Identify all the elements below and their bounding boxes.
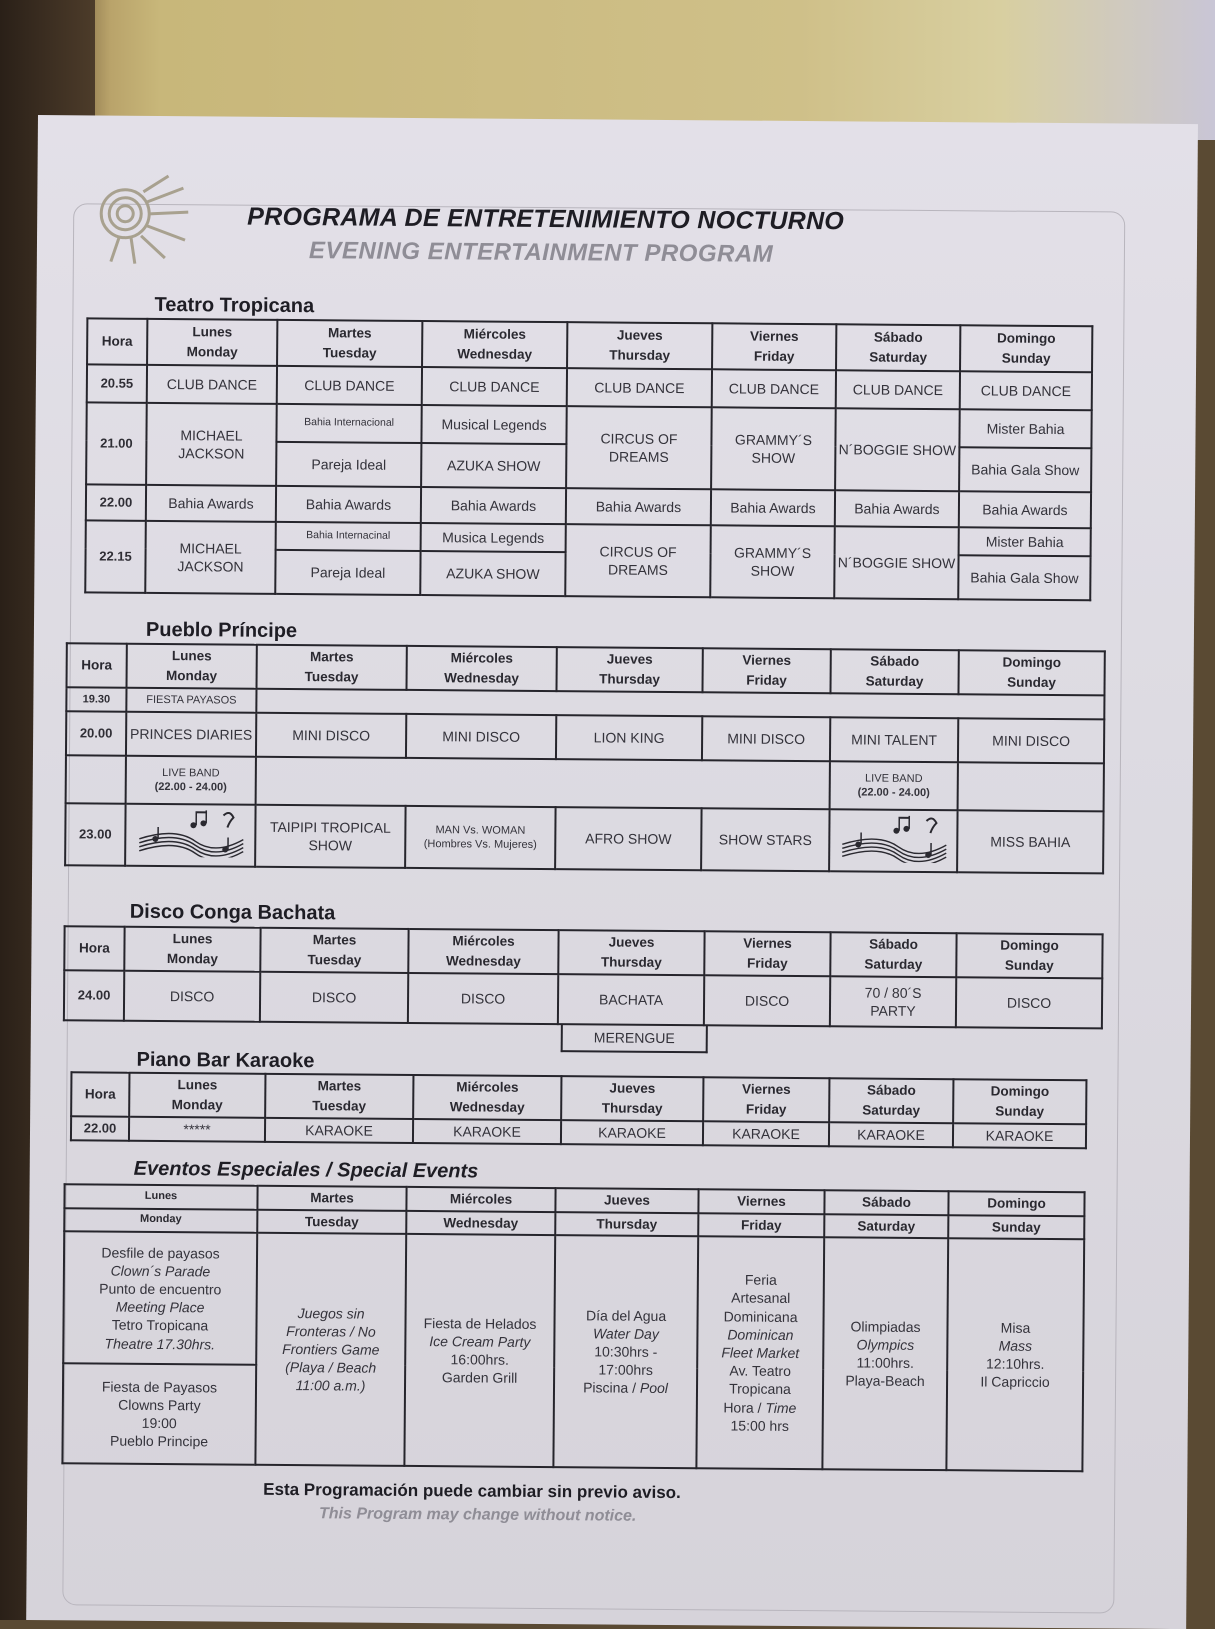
day-en: Friday: [746, 672, 787, 688]
teatro-table: [84, 317, 1093, 601]
event-line: Artesanal: [731, 1289, 791, 1307]
hora-header: Hora: [67, 643, 127, 687]
event-monday-party: [62, 1363, 256, 1465]
day-header-wednesday: [406, 646, 556, 691]
day-en: Wednesday: [449, 1099, 525, 1115]
event-line: Water Day: [592, 1325, 659, 1342]
event-line: Punto de encuentro: [99, 1280, 222, 1298]
hombres-label: (Hombres Vs. Mujeres): [423, 838, 537, 851]
event-line: Time: [765, 1399, 797, 1416]
event-line: Piscina /: [583, 1379, 637, 1397]
day-es: Sábado: [866, 1082, 916, 1099]
event-cell: MINI DISCO: [702, 716, 830, 761]
event-cell: DISCO: [704, 975, 830, 1026]
event-cell: Musical Legends: [421, 405, 566, 444]
day-header-thursday: [558, 930, 704, 975]
event-cell: DISCO: [408, 973, 558, 1024]
piano-table: [70, 1071, 1088, 1149]
day-header-sunday-en: Sunday: [948, 1215, 1084, 1240]
event-friday: [696, 1236, 824, 1469]
event-line: 19:00: [141, 1414, 177, 1432]
day-header-friday: [703, 1077, 829, 1122]
time-cell: 21.00: [86, 402, 147, 484]
event-cell: GRAMMY´S SHOW: [711, 407, 836, 490]
section-title-disco: Disco Conga Bachata: [129, 900, 336, 925]
title-spanish: PROGRAMA DE ENTRETENIMIENTO NOCTURNO: [247, 202, 845, 236]
day-es: Jueves: [608, 934, 655, 951]
event-cell: Bahia Awards: [146, 485, 276, 522]
day-header-monday: [127, 644, 257, 689]
day-header-tuesday: [260, 928, 408, 973]
section-title-teatro: Teatro Tropicana: [154, 293, 315, 318]
day-en: Tuesday: [304, 669, 359, 685]
hora-header: Hora: [64, 926, 124, 970]
day-es: Martes: [309, 649, 354, 665]
teatro-header-row: [87, 318, 1092, 372]
event-line: 10:30hrs -: [594, 1343, 658, 1360]
day-header-saturday: [836, 324, 960, 371]
event-cell: Bahia Awards: [959, 491, 1091, 528]
event-line: Pool: [639, 1380, 669, 1397]
event-line: Ice Cream Party: [429, 1333, 531, 1350]
day-en: Sunday: [995, 1103, 1045, 1119]
party-line-1: 70 / 80´S: [864, 984, 922, 1001]
day-es: Jueves: [606, 651, 653, 668]
time-cell: 22.00: [86, 484, 146, 520]
day-es: Sábado: [873, 330, 923, 346]
section-title-piano: Piano Bar Karaoke: [136, 1048, 315, 1073]
event-line: Misa: [1000, 1319, 1031, 1336]
day-es: Miércoles: [452, 933, 515, 950]
day-header-tuesday: Martes: [257, 1186, 406, 1211]
event-cell: KARAOKE: [561, 1120, 703, 1145]
event-line: Fiesta de Payasos: [101, 1378, 218, 1396]
day-header-wednesday: [422, 321, 567, 368]
event-cell: *****: [129, 1117, 265, 1142]
event-line: Feria: [744, 1271, 777, 1289]
event-cell: CLUB DANCE: [422, 367, 567, 406]
time-cell: 19.30: [66, 687, 126, 711]
day-header-thursday: [567, 322, 712, 369]
piano-header-row: [71, 1072, 1086, 1124]
day-header-sunday: [958, 650, 1104, 695]
event-line: Clown´s Parade: [110, 1262, 211, 1280]
event-cell: DISCO: [956, 977, 1102, 1028]
event-cell: Bahia Awards: [566, 488, 711, 525]
day-en: Tuesday: [322, 345, 377, 361]
event-cell: BACHATA: [558, 974, 704, 1025]
event-cell: PRINCES DIARIES: [126, 712, 256, 757]
time-cell: 20.00: [66, 711, 126, 755]
disco-table: [63, 925, 1104, 1029]
day-en: Saturday: [864, 956, 923, 972]
event-cell: CIRCUS OF DREAMS: [565, 524, 711, 597]
event-line: 11:00 a.m.): [295, 1377, 366, 1395]
event-cell: AZUKA SHOW: [420, 551, 565, 596]
day-header-monday: Lunes: [64, 1184, 257, 1209]
time-cell: 23.00: [65, 803, 125, 865]
event-cell: MINI DISCO: [256, 713, 406, 758]
events-row-a: [63, 1231, 1084, 1371]
notice-english: This Program may change without notice.: [318, 1505, 637, 1525]
day-header-friday: [712, 323, 836, 370]
program-sheet: [26, 115, 1198, 1629]
event-cell: MINI DISCO: [406, 714, 556, 759]
day-header-friday: [704, 931, 830, 976]
day-header-sunday: [956, 933, 1102, 978]
day-es: Miércoles: [450, 650, 513, 667]
event-line: (Playa / Beach: [285, 1359, 377, 1376]
empty-cell: [256, 757, 830, 810]
event-line: Fiesta de Helados: [423, 1314, 537, 1332]
merengue-cell: MERENGUE: [561, 1024, 708, 1053]
music-notes-cell: [125, 804, 255, 867]
day-header-tuesday: [257, 645, 407, 690]
day-header-wednesday-en: Wednesday: [406, 1210, 555, 1235]
event-cell: Pareja Ideal: [275, 550, 420, 595]
event-line: Fronteras / No: [286, 1322, 376, 1340]
event-line: Pueblo Principe: [109, 1432, 209, 1450]
party-line-2: PARTY: [870, 1002, 916, 1019]
event-cell: MICHAEL JACKSON: [145, 521, 276, 594]
day-es: Sábado: [869, 936, 918, 953]
event-cell: Bahia Awards: [421, 487, 566, 524]
event-cell: [830, 761, 958, 810]
day-en: Friday: [745, 1101, 787, 1117]
day-header-thursday: [556, 647, 702, 692]
time-cell: 24.00: [64, 970, 124, 1020]
event-line: Meeting Place: [115, 1298, 205, 1316]
event-line: Theatre 17.30hrs.: [104, 1335, 216, 1352]
day-en: Tuesday: [307, 952, 362, 968]
day-header-monday: [147, 319, 277, 366]
event-cell: KARAOKE: [829, 1122, 953, 1147]
day-es: Martes: [327, 325, 372, 342]
day-en: Sunday: [1007, 674, 1057, 691]
sun-logo-icon: [93, 173, 194, 264]
day-es: Martes: [317, 1078, 362, 1095]
time-cell: 22.00: [71, 1116, 129, 1140]
event-cell: Mister Bahia: [959, 409, 1091, 448]
day-header-wednesday: [408, 929, 558, 974]
event-saturday: [822, 1237, 948, 1470]
day-en: Saturday: [865, 673, 924, 689]
teatro-row-2100-a: [86, 402, 1091, 448]
event-monday-parade: [63, 1231, 257, 1365]
day-en: Monday: [171, 1097, 223, 1113]
event-line: Il Capriccio: [980, 1373, 1050, 1391]
day-header-thursday-en: Thursday: [555, 1212, 698, 1237]
hora-header: Hora: [87, 318, 147, 364]
event-cell: [830, 976, 956, 1027]
day-en: Wednesday: [444, 670, 520, 686]
event-cell: MISS BAHIA: [957, 810, 1103, 873]
event-cell: Bahia Gala Show: [959, 447, 1091, 492]
event-cell: Pareja Ideal: [276, 442, 421, 487]
day-es: Jueves: [609, 1080, 656, 1097]
day-header-saturday-en: Saturday: [824, 1214, 948, 1239]
day-en: Thursday: [599, 671, 661, 687]
day-es: Lunes: [172, 931, 213, 947]
event-line: 15:00 hrs: [730, 1417, 789, 1434]
event-cell: Bahia Internacinal: [276, 522, 421, 551]
day-en: Monday: [166, 668, 218, 684]
empty-cell: [958, 762, 1104, 811]
disco-row-2400: [64, 970, 1102, 1028]
day-header-tuesday: [265, 1074, 413, 1119]
notice-spanish: Esta Programación puede cambiar sin previo aviso.: [263, 1479, 681, 1503]
day-header-tuesday-en: Tuesday: [257, 1209, 406, 1234]
day-header-saturday: Sábado: [824, 1190, 948, 1215]
day-es: Viernes: [749, 329, 799, 345]
day-header-thursday: [561, 1076, 703, 1121]
day-en: Monday: [166, 951, 218, 967]
day-en: Sunday: [1004, 957, 1054, 974]
day-header-wednesday: Miércoles: [406, 1187, 555, 1212]
event-cell: Bahia Awards: [835, 490, 959, 527]
day-header-saturday: [830, 649, 958, 694]
event-cell: LION KING: [556, 715, 702, 760]
event-line: Clowns Party: [118, 1396, 201, 1414]
event-cell: CLUB DANCE: [567, 368, 712, 407]
event-line: Día del Agua: [585, 1306, 667, 1324]
event-cell: MINI TALENT: [830, 717, 958, 762]
event-cell: DISCO: [260, 972, 408, 1023]
section-title-events: Eventos Especiales / Special Events: [133, 1157, 479, 1183]
day-en: Friday: [753, 348, 795, 364]
event-cell: CLUB DANCE: [836, 370, 960, 409]
event-line: 11:00hrs.: [856, 1354, 914, 1372]
day-header-saturday: [829, 1078, 953, 1123]
day-en: Monday: [186, 344, 238, 360]
time-cell: 22.15: [85, 520, 146, 592]
title-english: EVENING ENTERTAINMENT PROGRAM: [308, 237, 774, 268]
event-cell: KARAOKE: [265, 1118, 413, 1143]
day-es: Sábado: [870, 653, 920, 670]
day-header-monday: [124, 927, 260, 972]
event-cell: CLUB DANCE: [277, 366, 422, 405]
event-cell: CLUB DANCE: [712, 369, 836, 408]
event-cell: KARAOKE: [413, 1119, 561, 1144]
day-en: Tuesday: [312, 1098, 367, 1114]
day-header-monday: [129, 1073, 265, 1118]
day-en: Thursday: [601, 1100, 663, 1116]
day-es: Viernes: [742, 1081, 791, 1098]
event-cell: Musica Legends: [421, 523, 566, 552]
day-es: Lunes: [177, 1077, 218, 1093]
day-header-sunday: [960, 325, 1092, 372]
day-header-friday-en: Friday: [698, 1213, 824, 1238]
event-line: Garden Grill: [441, 1369, 518, 1387]
day-en: Wednesday: [457, 346, 533, 362]
event-cell: GRAMMY´S SHOW: [710, 525, 835, 598]
event-cell: Bahia Awards: [711, 489, 835, 526]
hora-header: Hora: [71, 1072, 129, 1116]
live-band-time: (22.00 - 24.00): [857, 786, 930, 800]
event-cell: Bahia Gala Show: [958, 555, 1090, 600]
pueblo-table: [64, 642, 1106, 874]
day-header-sunday: [953, 1079, 1086, 1124]
live-band-label: LIVE BAND: [162, 766, 220, 780]
day-es: Miércoles: [463, 326, 526, 343]
event-cell: FIESTA PAYASOS: [126, 688, 256, 713]
day-es: Domingo: [996, 330, 1056, 347]
event-sunday: [946, 1238, 1084, 1471]
day-es: Jueves: [616, 327, 663, 344]
event-line: Dominicana: [723, 1308, 798, 1325]
live-band-label: LIVE BAND: [865, 772, 923, 785]
event-cell: Bahia Internacional: [276, 404, 421, 443]
event-cell: KARAOKE: [703, 1121, 829, 1146]
event-line: Fleet Market: [721, 1344, 800, 1362]
day-es: Viernes: [743, 936, 792, 952]
music-notes-icon: [838, 814, 948, 863]
day-header-tuesday: [277, 320, 422, 367]
day-header-thursday: Jueves: [555, 1188, 698, 1213]
day-header-sunday: Domingo: [948, 1191, 1084, 1216]
event-line: Frontiers Game: [282, 1340, 380, 1358]
event-cell: AFRO SHOW: [555, 807, 701, 870]
day-header-friday: Viernes: [698, 1189, 824, 1214]
event-thursday: [553, 1235, 698, 1468]
event-cell: CLUB DANCE: [147, 365, 277, 404]
day-es: Martes: [312, 932, 357, 948]
event-cell: Bahia Awards: [276, 486, 421, 523]
event-line: Juegos sin: [297, 1304, 365, 1322]
day-en: Saturday: [862, 1102, 921, 1118]
event-wednesday: [404, 1234, 555, 1467]
event-line: Tropicana: [729, 1380, 791, 1398]
events-table: [61, 1183, 1085, 1472]
event-line: Mass: [998, 1337, 1033, 1354]
event-line: 17:00hrs: [598, 1361, 653, 1379]
event-cell: N´BOGGIE SHOW: [835, 408, 960, 491]
event-cell: [126, 756, 256, 805]
event-tuesday: [255, 1233, 406, 1466]
day-en: Thursday: [600, 954, 662, 970]
day-es: Miércoles: [456, 1079, 519, 1096]
live-band-time: (22.00 - 24.00): [154, 780, 227, 794]
event-line: Olympics: [856, 1336, 915, 1353]
event-cell: DISCO: [124, 971, 260, 1022]
day-es: Viernes: [742, 652, 792, 669]
event-cell: MINI DISCO: [958, 718, 1104, 763]
event-cell: MICHAEL JACKSON: [146, 403, 277, 486]
day-es: Domingo: [990, 1083, 1050, 1100]
event-line: Olimpiadas: [850, 1318, 921, 1335]
event-cell: CIRCUS OF DREAMS: [566, 406, 712, 489]
event-cell: TAIPIPI TROPICAL SHOW: [255, 805, 405, 868]
event-line: Playa-Beach: [845, 1372, 925, 1390]
day-es: Domingo: [1000, 938, 1059, 954]
section-title-pueblo: Pueblo Príncipe: [145, 618, 298, 643]
music-notes-cell: [829, 809, 957, 872]
event-line: Hora /: [723, 1399, 762, 1416]
day-en: Thursday: [609, 347, 671, 363]
day-en: Sunday: [1001, 350, 1051, 366]
event-line: 12:10hrs.: [985, 1355, 1045, 1373]
day-header-monday-en: Monday: [64, 1208, 257, 1233]
pueblo-row-2300: [65, 803, 1103, 873]
day-header-saturday: [830, 932, 956, 977]
day-es: Lunes: [192, 324, 233, 340]
pueblo-row-live: [66, 755, 1104, 811]
event-line: Dominican: [727, 1326, 794, 1343]
event-line: Av. Teatro: [729, 1362, 791, 1380]
day-en: Wednesday: [445, 953, 521, 969]
day-en: Friday: [747, 955, 788, 971]
event-cell: [405, 806, 555, 869]
event-line: Desfile de payasos: [101, 1244, 220, 1262]
event-line: Tetro Tropicana: [111, 1316, 209, 1334]
event-cell: N´BOGGIE SHOW: [834, 526, 959, 599]
day-en: Saturday: [869, 349, 928, 365]
day-header-friday: [702, 648, 830, 693]
event-cell: AZUKA SHOW: [421, 443, 566, 488]
event-cell: SHOW STARS: [701, 808, 829, 871]
man-woman-label: MAN Vs. WOMAN: [435, 823, 526, 837]
event-cell: CLUB DANCE: [960, 371, 1092, 410]
empty-cell: [66, 755, 126, 803]
day-es: Domingo: [1002, 655, 1062, 671]
event-cell: Mister Bahia: [959, 527, 1091, 556]
event-cell: KARAOKE: [953, 1123, 1086, 1148]
day-es: Lunes: [171, 648, 212, 664]
day-header-wednesday: [413, 1075, 561, 1120]
event-line: 16:00hrs.: [450, 1351, 509, 1368]
music-notes-icon: [135, 809, 245, 858]
time-cell: 20.55: [87, 364, 147, 402]
